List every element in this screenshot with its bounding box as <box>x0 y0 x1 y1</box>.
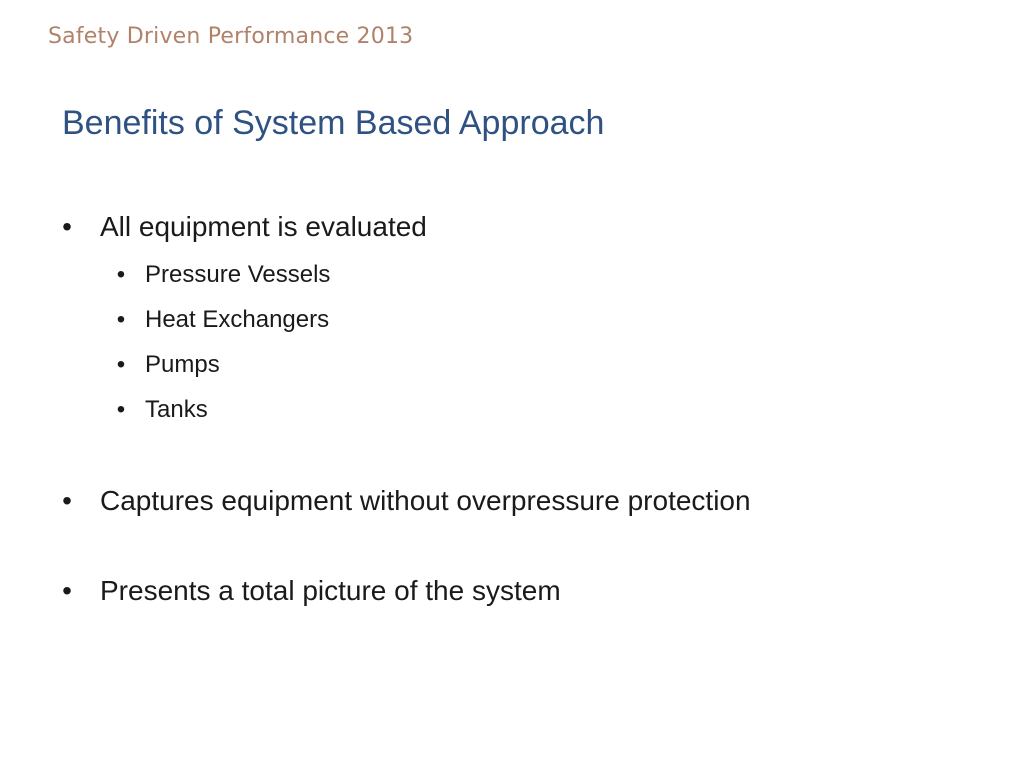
sub-item-text: Pumps <box>145 351 220 378</box>
sub-bullet-icon: • <box>116 306 126 333</box>
sub-bullet-icon: • <box>116 396 126 423</box>
bullet-icon: • <box>62 211 72 242</box>
bullet-item-captures-equipment <box>60 480 751 522</box>
bullet-item-all-equipment <box>60 206 751 432</box>
sub-bullet-icon: • <box>116 261 126 288</box>
sub-item-text: Heat Exchangers <box>145 306 330 333</box>
sub-item-heat-exchangers <box>100 297 751 342</box>
sub-item-pressure-vessels <box>100 252 751 297</box>
bullet-text: Captures equipment without overpressure protection <box>100 485 751 516</box>
bullet-icon: • <box>62 485 72 516</box>
bullet-text: All equipment is evaluated <box>100 211 427 242</box>
sub-list <box>100 252 751 432</box>
slide-title: Benefits of System Based Approach <box>62 104 605 142</box>
sub-item-pumps <box>100 342 751 387</box>
header-brand: Safety Driven Performance 2013 <box>48 24 414 49</box>
bullet-list <box>60 206 751 612</box>
sub-item-text: Tanks <box>145 396 208 423</box>
sub-item-tanks <box>100 387 751 432</box>
sub-bullet-icon: • <box>116 351 126 378</box>
sub-item-text: Pressure Vessels <box>145 261 331 288</box>
bullet-text: Presents a total picture of the system <box>100 575 561 606</box>
bullet-icon: • <box>62 575 72 606</box>
bullet-item-total-picture <box>60 570 751 612</box>
